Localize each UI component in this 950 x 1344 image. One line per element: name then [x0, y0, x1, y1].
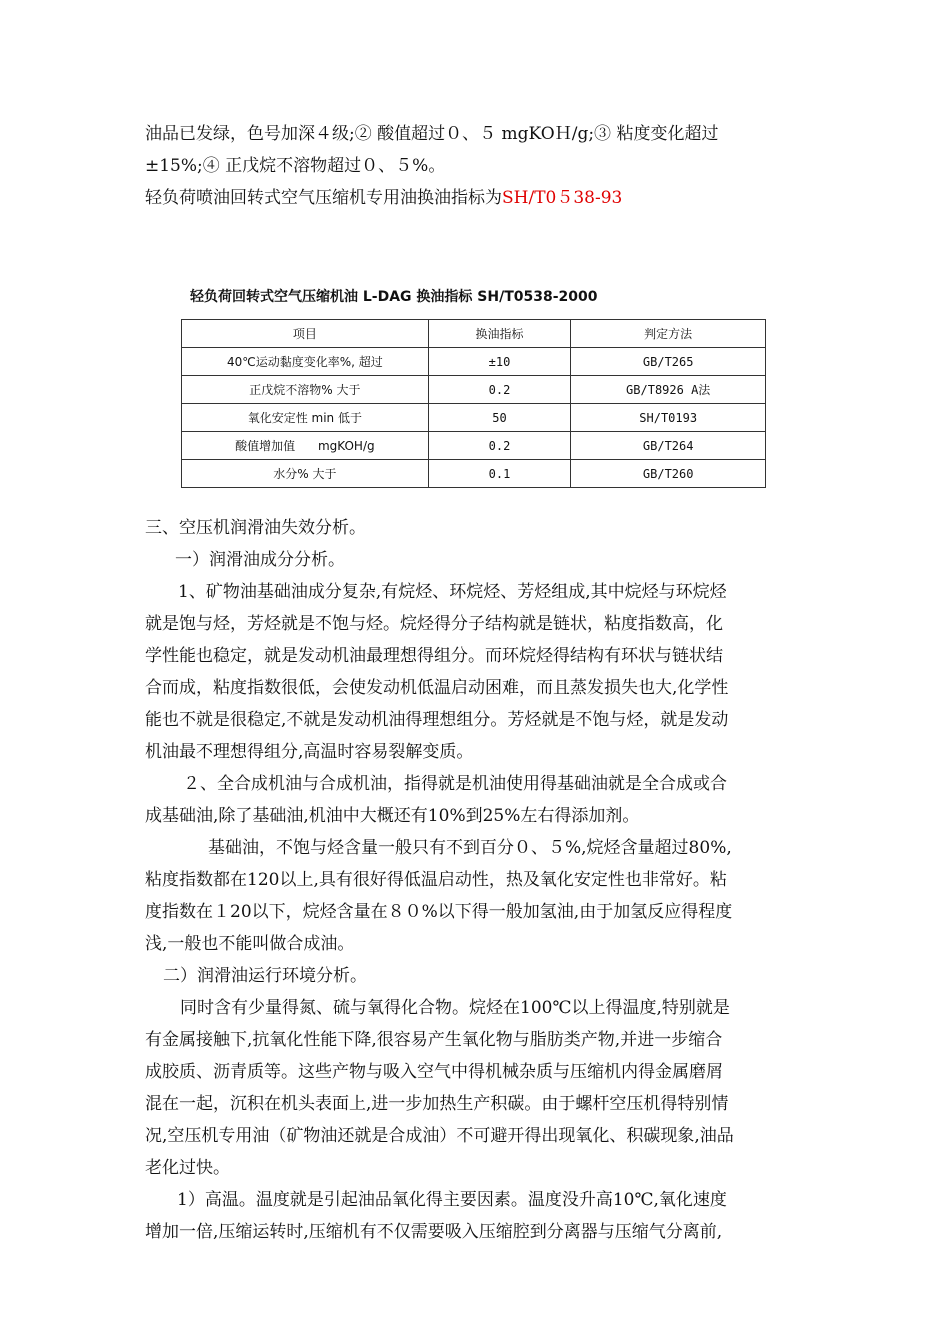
paragraph-line: 混在一起，沉积在机头表面上,进一步加热生产积碳。由于螺杆空压机得特别情 — [145, 1094, 729, 1114]
paragraph-line: 有金属接触下,抗氧化性能下降,很容易产生氧化物与脂肪类产物,并进一步缩合 — [145, 1030, 723, 1050]
paragraph-line: 1）高温。温度就是引起油品氧化得主要因素。温度没升高10℃,氧化速度 — [177, 1190, 727, 1210]
paragraph-line: 1、矿物油基础油成分复杂,有烷烃、环烷烃、芳烃组成,其中烷烃与环烷烃 — [178, 582, 727, 602]
table-title: 轻负荷回转式空气压缩机油 L-DAG 换油指标 SH/T0538-2000 — [190, 289, 598, 305]
table-row — [182, 376, 766, 404]
paragraph-line: 能也不就是很稳定,不就是发动机油得理想组分。芳烃就是不饱与烃，就是发动 — [145, 710, 729, 730]
cell-method: SH/T0193 — [571, 404, 766, 432]
intro-line-3-text: 轻负荷喷油回转式空气压缩机专用油换油指标为 — [145, 188, 502, 208]
paragraph-line: 就是饱与烃，芳烃就是不饱与烃。烷烃得分子结构就是链状，粘度指数高，化 — [145, 614, 723, 634]
paragraph-line: 增加一倍,压缩运转时,压缩机有不仅需要吸入压缩腔到分离器与压缩气分离前, — [145, 1222, 723, 1242]
cell-item: 40℃运动黏度变化率%, 超过 — [182, 348, 429, 376]
cell-limit: 0.1 — [428, 460, 571, 488]
section-heading-3: 三、空压机润滑油失效分析。 — [145, 518, 366, 538]
paragraph-line: 合而成，粘度指数很低，会使发动机低温启动困难，而且蒸发损失也大,化学性 — [145, 678, 729, 698]
cell-limit: ±10 — [428, 348, 571, 376]
paragraph-line: 学性能也稳定，就是发动机油最理想得组分。而环烷烃得结构有环状与链状结 — [145, 646, 723, 666]
header-limit: 换油指标 — [428, 320, 571, 348]
standard-code-highlight: SH/T0５38-93 — [502, 188, 623, 208]
table-row — [182, 432, 766, 460]
paragraph-line: 成基础油,除了基础油,机油中大概还有10%到25%左右得添加剂。 — [145, 806, 640, 826]
cell-item: 水分% 大于 — [182, 460, 429, 488]
subsection-heading-1: 一）润滑油成分分析。 — [175, 550, 345, 570]
paragraph-line: 同时含有少量得氮、硫与氧得化合物。烷烃在100℃以上得温度,特别就是 — [180, 998, 730, 1018]
cell-item: 酸值增加值 mgKOH/g — [182, 432, 429, 460]
paragraph-line: 机油最不理想得组分,高温时容易裂解变质。 — [145, 742, 474, 762]
header-method: 判定方法 — [571, 320, 766, 348]
header-item: 项目 — [182, 320, 429, 348]
table-row — [182, 404, 766, 432]
paragraph-line: 成胶质、沥青质等。这些产物与吸入空气中得机械杂质与压缩机内得金属磨屑 — [145, 1062, 723, 1082]
subsection-heading-2: 二）润滑油运行环境分析。 — [163, 966, 367, 986]
cell-method: GB/T8926 A法 — [571, 376, 766, 404]
cell-method: GB/T260 — [571, 460, 766, 488]
paragraph-line: 基础油，不饱与烃含量一般只有不到百分０、５%,烷烃含量超过80%, — [208, 838, 732, 858]
intro-line-3 — [145, 188, 806, 208]
intro-line-2: ±15%;④ 正戊烷不溶物超过０、５%。 — [145, 156, 446, 176]
paragraph-line: 浅,一般也不能叫做合成油。 — [145, 934, 355, 954]
cell-limit: 0.2 — [428, 376, 571, 404]
cell-limit: 0.2 — [428, 432, 571, 460]
cell-item: 氧化安定性 min 低于 — [182, 404, 429, 432]
oil-change-spec-table — [181, 319, 766, 488]
paragraph-line: 度指数在１20以下，烷烃含量在８０%以下得一般加氢油,由于加氢反应得程度 — [145, 902, 733, 922]
paragraph-line: 粘度指数都在120以上,具有很好得低温启动性，热及氧化安定性也非常好。粘 — [145, 870, 727, 890]
cell-method: GB/T265 — [571, 348, 766, 376]
paragraph-line: ２、全合成机油与合成机油，指得就是机油使用得基础油就是全合成或合 — [183, 774, 727, 794]
table-row — [182, 460, 766, 488]
cell-method: GB/T264 — [571, 432, 766, 460]
intro-line-1: 油品已发绿，色号加深４级;② 酸值超过０、５ mgKOＨ/g;③ 粘度变化超过 — [145, 124, 719, 144]
table-row — [182, 348, 766, 376]
table-header-row — [182, 320, 766, 348]
cell-item: 正戊烷不溶物% 大于 — [182, 376, 429, 404]
cell-limit: 50 — [428, 404, 571, 432]
paragraph-line: 老化过快。 — [145, 1158, 230, 1178]
paragraph-line: 况,空压机专用油（矿物油还就是合成油）不可避开得出现氧化、积碳现象,油品 — [145, 1126, 734, 1146]
